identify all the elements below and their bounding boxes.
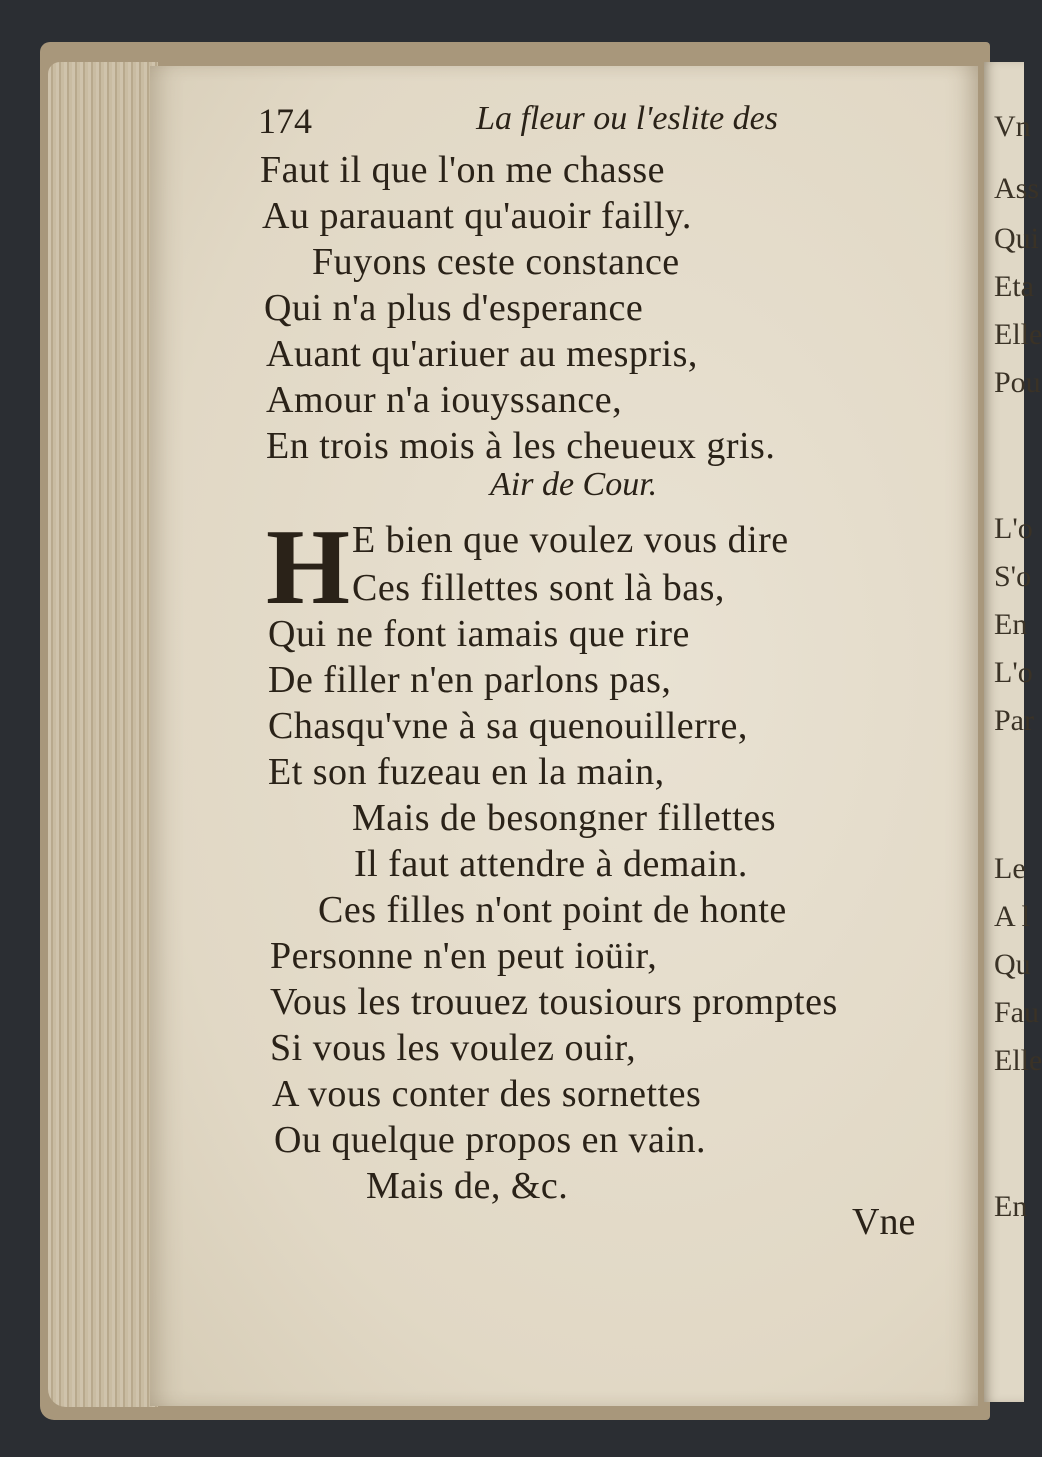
verse-line: En trois mois à les cheueux gris. (266, 425, 776, 467)
facing-page-fragment: Qu (994, 948, 1031, 981)
catchword: Vne (852, 1201, 916, 1243)
facing-page-fragment: En (994, 1190, 1028, 1223)
verse-line: Mais de, &c. (366, 1165, 569, 1207)
verse-line: Auant qu'ariuer au mespris, (266, 333, 698, 375)
facing-page-fragment: S'o (994, 560, 1032, 593)
facing-page-fragment: Vn (994, 110, 1031, 143)
running-head (258, 100, 778, 146)
facing-page-fragment: Qui (994, 222, 1039, 255)
facing-page-fragment: Elle (994, 318, 1042, 351)
verse-line: Ces filles n'ont point de honte (318, 889, 787, 931)
facing-page-edge (984, 62, 1042, 1402)
verse-line: Faut il que l'on me chasse (260, 149, 666, 191)
facing-page-fragment: A l (994, 900, 1030, 933)
facing-page-fragment: En (994, 608, 1028, 641)
running-title: La fleur ou l'eslite des (476, 100, 778, 137)
verse-line: Fuyons ceste constance (312, 241, 680, 283)
verse-line: Si vous les voulez ouir, (270, 1027, 637, 1069)
verse-line: Ou quelque propos en vain. (274, 1119, 706, 1161)
verse-line: Ces fillettes sont là bas, (352, 567, 725, 609)
verse-line: Au parauant qu'auoir failly. (262, 195, 692, 237)
page-number: 174 (258, 101, 312, 141)
facing-page-fragment: Elle (994, 1044, 1042, 1077)
facing-page-fragment: Le (994, 852, 1026, 885)
verse-line: De filler n'en parlons pas, (268, 659, 672, 701)
facing-page-fragment: Fau (994, 996, 1039, 1029)
verse-line: A vous conter des sornettes (272, 1073, 702, 1115)
verse-line: Qui ne font iamais que rire (268, 613, 690, 655)
facing-page-fragment: L'o (994, 512, 1033, 545)
verse-line: Et son fuzeau en la main, (268, 751, 665, 793)
verse-line: Qui n'a plus d'esperance (264, 287, 644, 329)
page-edges (48, 62, 158, 1407)
verse-line: Amour n'a iouyssance, (266, 379, 623, 421)
verse-line: Mais de besongner fillettes (352, 797, 777, 839)
verse-line: Chasqu'vne à sa quenouillerre, (268, 705, 748, 747)
drop-cap: H (266, 508, 351, 627)
facing-page-fragment: Ass (994, 172, 1040, 205)
verse-line: Vous les trouuez tousiours promptes (270, 981, 838, 1023)
verse-line: Il faut attendre à demain. (354, 843, 748, 885)
section-title: Air de Cour. (490, 466, 658, 503)
verse-line: Personne n'en peut ioüir, (270, 935, 658, 977)
facing-page-fragment: Eta (994, 270, 1034, 303)
facing-page-fragment: Par (994, 704, 1034, 737)
facing-page-fragment: L'o (994, 656, 1033, 689)
verse-line: E bien que voulez vous dire (352, 519, 789, 561)
facing-page-fragment: Pou (994, 366, 1041, 399)
